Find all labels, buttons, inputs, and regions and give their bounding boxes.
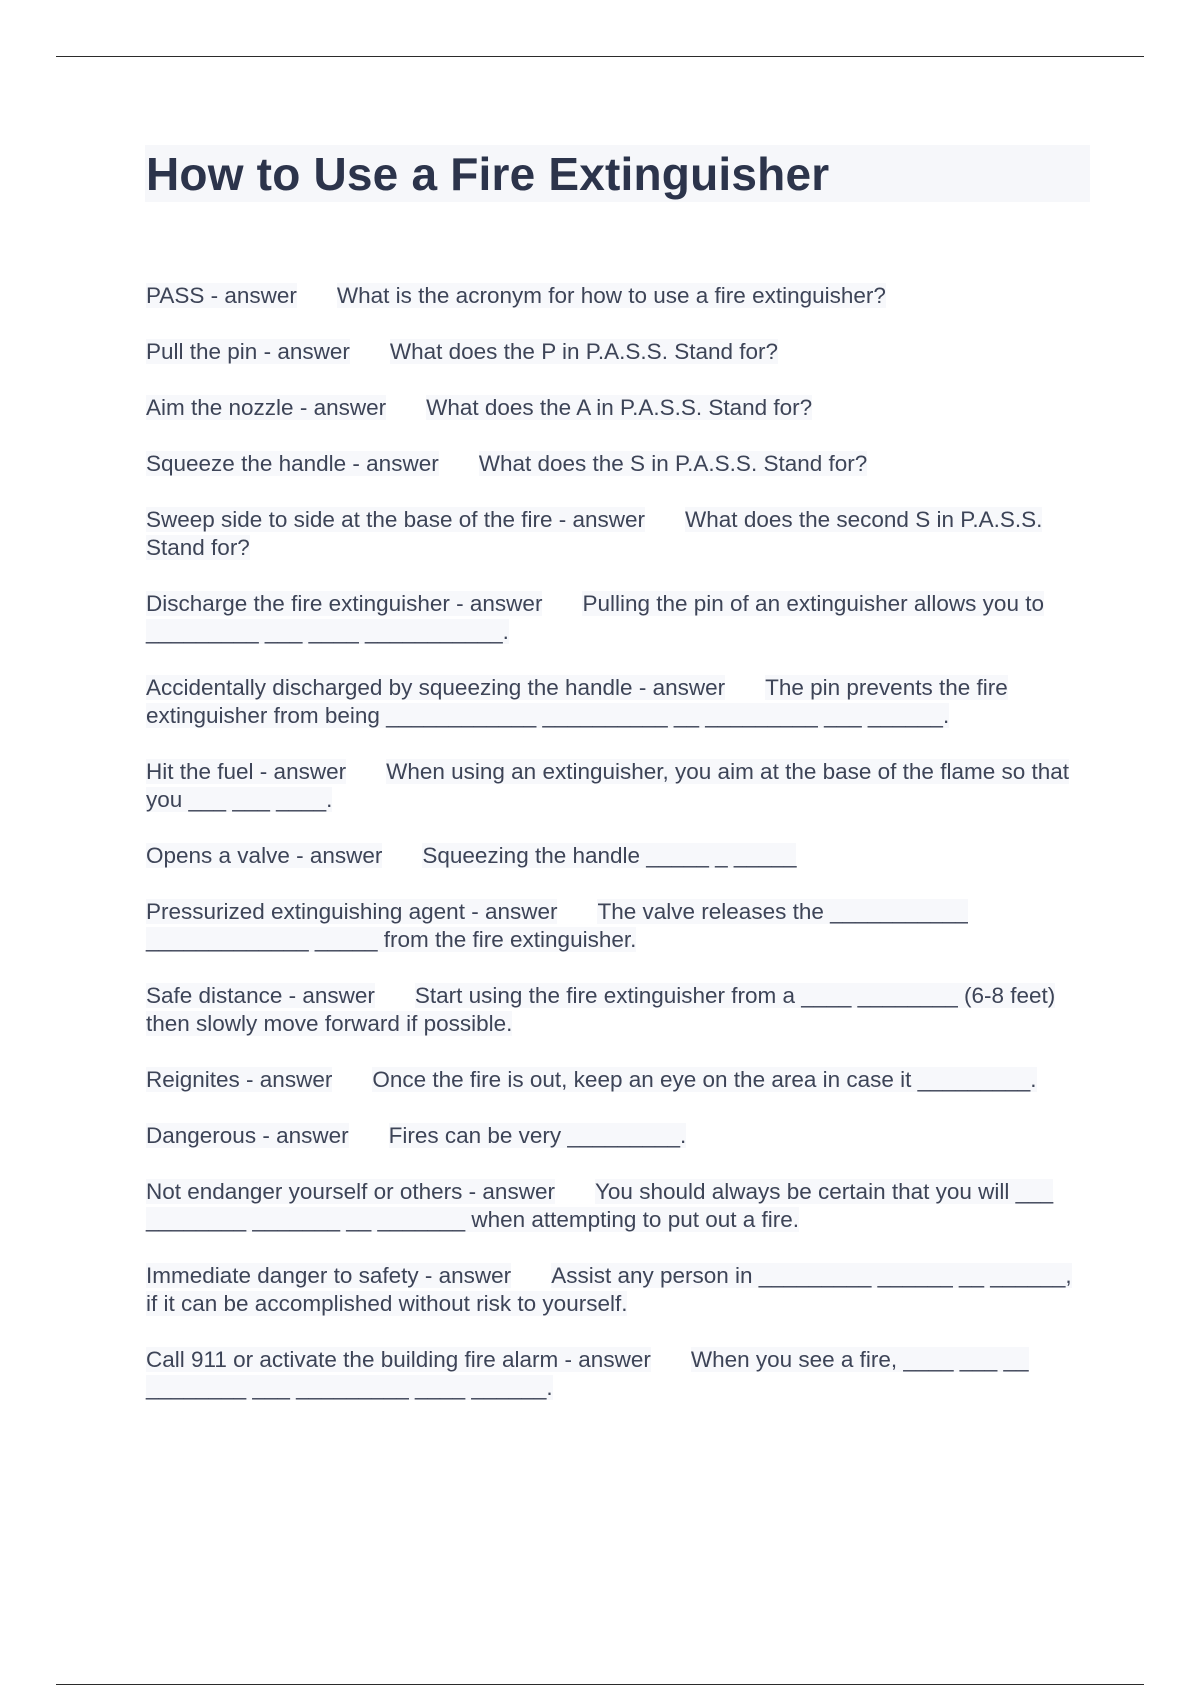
qa-question: What is the acronym for how to use a fire extinguisher? [336,283,886,308]
qa-question: Fires can be very _________. [388,1123,687,1148]
qa-answer: Reignites - answer [146,1067,333,1092]
qa-answer: Accidentally discharged by squeezing the handle - answer [146,675,726,700]
qa-question: Assist any person in _________ ______ __ ______, if it can be accomplished without risk to yourself. [146,1263,1072,1316]
qa-question: Start using the fire extinguisher from a ____ ________ (6-8 feet) then slowly move forward if possible. [146,983,1056,1036]
qa-answer: Not endanger yourself or others - answer [146,1179,555,1204]
qa-item [146,338,1086,366]
qa-question: When using an extinguisher, you aim at the base of the flame so that you ___ ___ ____. [146,759,1070,812]
qa-question: Pulling the pin of an extinguisher allows you to _________ ___ ____ ___________. [146,591,1044,644]
qa-item [146,898,1086,954]
qa-answer: Safe distance - answer [146,983,375,1008]
qa-question: When you see a fire, ____ ___ __ ________ ___ _________ ____ ______. [146,1347,1029,1400]
qa-question: What does the second S in P.A.S.S. Stand for? [146,507,1043,560]
page-title: How to Use a Fire Extinguisher [146,148,830,200]
qa-item [146,1066,1086,1094]
qa-answer: Dangerous - answer [146,1123,349,1148]
qa-answer: Discharge the fire extinguisher - answer [146,591,543,616]
qa-answer: Call 911 or activate the building fire alarm - answer [146,1347,651,1372]
qa-item [146,982,1086,1038]
qa-question: What does the A in P.A.S.S. Stand for? [426,395,813,420]
qa-answer: Pull the pin - answer [146,339,350,364]
qa-item [146,506,1086,562]
qa-answer: Hit the fuel - answer [146,759,347,784]
qa-question: What does the P in P.A.S.S. Stand for? [389,339,779,364]
qa-item [146,674,1086,730]
qa-item [146,450,1086,478]
qa-question: You should always be certain that you will ___ ________ _______ __ _______ when attempting to put out a fire. [146,1179,1054,1232]
qa-item [146,842,1086,870]
qa-item [146,394,1086,422]
qa-question: What does the S in P.A.S.S. Stand for? [478,451,868,476]
qa-question: Once the fire is out, keep an eye on the area in case it _________. [372,1067,1037,1092]
qa-item [146,590,1086,646]
qa-item [146,282,1086,310]
qa-item [146,1346,1086,1402]
qa-question: The valve releases the ___________ _____________ _____ from the fire extinguisher. [146,899,968,952]
qa-item [146,1178,1086,1234]
qa-answer: Aim the nozzle - answer [146,395,387,420]
qa-question: The pin prevents the fire extinguisher from being ____________ __________ __ _________ ___ ______. [146,675,1008,728]
qa-answer: Squeeze the handle - answer [146,451,439,476]
qa-item [146,1262,1086,1318]
qa-answer: Immediate danger to safety - answer [146,1263,512,1288]
qa-answer: Opens a valve - answer [146,843,383,868]
header-rule [56,56,1144,57]
qa-item [146,1122,1086,1150]
qa-answer: Sweep side to side at the base of the fire - answer [146,507,646,532]
qa-answer: PASS - answer [146,283,297,308]
footer-rule [56,1684,1144,1685]
qa-question: Squeezing the handle _____ _ _____ [422,843,797,868]
qa-item [146,758,1086,814]
qa-answer: Pressurized extinguishing agent - answer [146,899,558,924]
qa-list [146,282,1086,1430]
